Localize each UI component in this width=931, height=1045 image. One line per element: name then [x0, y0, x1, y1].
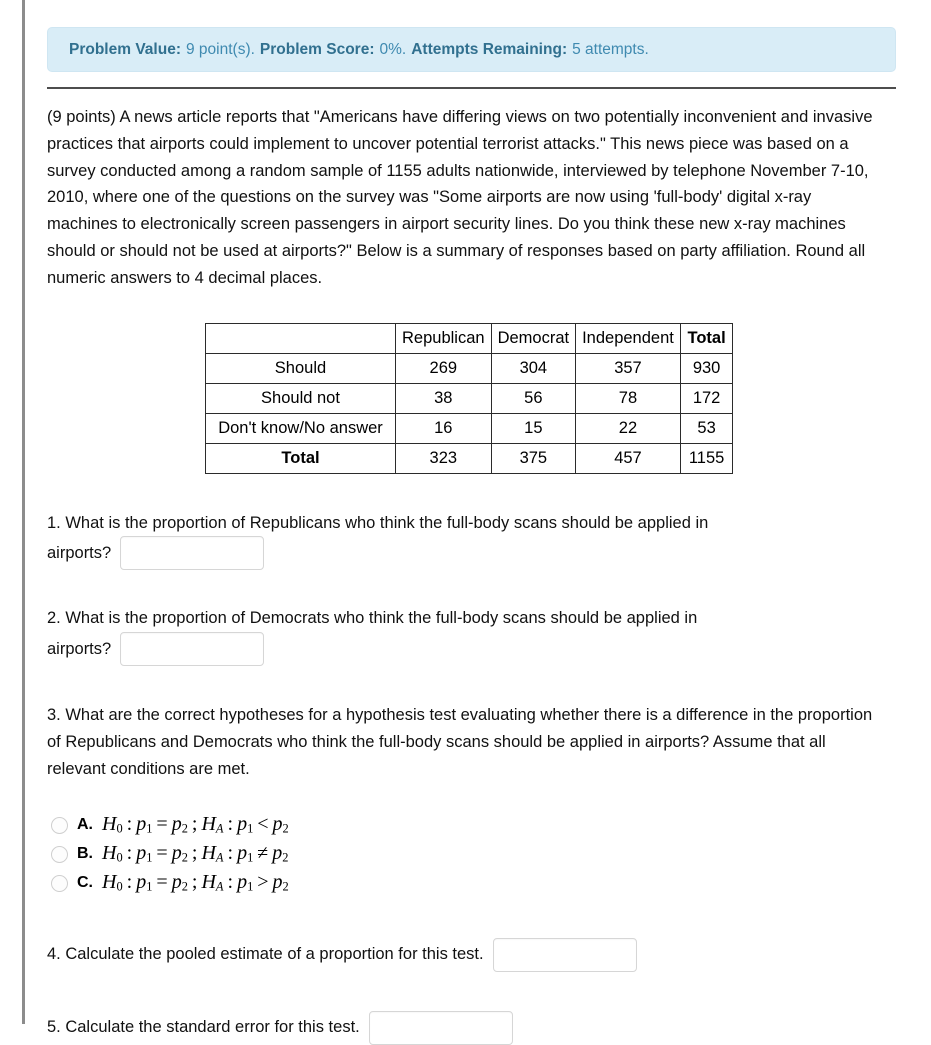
problem-status-banner: Problem Value : 9 point(s). Problem Score : 0%. Attempts Remaining : 5 attempts. — [47, 27, 896, 72]
choice-c-hypotheses: $H_0$ : $p_1 = p_2$ ; $H_A$ : $p_1 > p_2$ — [102, 871, 289, 894]
cell-shouldnot-total: 172 — [680, 383, 732, 413]
cell-dontknow-independent: 22 — [576, 413, 681, 443]
attempts-remaining-label: Attempts Remaining — [411, 40, 562, 58]
contingency-table — [205, 323, 733, 474]
choice-option-b[interactable] — [51, 840, 896, 869]
cell-should-independent: 357 — [576, 353, 681, 383]
column-header-independent: Independent — [576, 323, 681, 353]
cell-total-independent: 457 — [576, 443, 681, 473]
question-5 — [47, 1011, 896, 1045]
question-4-text: 4. Calculate the pooled estimate of a proportion for this test. — [47, 945, 484, 964]
problem-page — [47, 0, 896, 1045]
table-row — [206, 443, 733, 473]
column-header-democrat: Democrat — [491, 323, 576, 353]
column-header-total: Total — [680, 323, 732, 353]
row-label-should: Should — [206, 353, 396, 383]
cell-should-republican: 269 — [396, 353, 492, 383]
question-3-choice-group — [51, 811, 896, 898]
choice-b-hypotheses: $H_0$ : $p_1 = p_2$ ; $H_A$ : $p_1 \ne p_2$ — [102, 842, 289, 865]
table-row — [206, 413, 733, 443]
table-corner-cell — [206, 323, 396, 353]
cell-dontknow-republican: 16 — [396, 413, 492, 443]
cell-shouldnot-republican: 38 — [396, 383, 492, 413]
question-1-answer-input[interactable] — [120, 536, 264, 570]
contingency-table-container — [47, 323, 896, 474]
row-label-total: Total — [206, 443, 396, 473]
choice-letter-a: A. — [77, 816, 93, 834]
question-1-text-line1: 1. What is the proportion of Republicans who think the full-body scans should be applied in — [47, 513, 709, 532]
question-3-text: 3. What are the correct hypotheses for a hypothesis test evaluating whether there is a difference in the proportion of Republicans and Democrats who think the full-body scans should be applied in airports? Assume that all relevant conditions are met. — [47, 706, 873, 778]
problem-prompt: (9 points) A news article reports that "Americans have differing views on two potentially inconvenient and invasive practices that airports could implement to uncover potential terrorist attacks." This news piece was based on a survey conducted among a random sample of 1155 adults nationwide, interviewed by telephone November 7-10, 2010, where one of the questions on the survey was "Some airports are now using 'full-body' digital x-ray machines to electronically screen passengers in airport security lines. Do you think these new x-ray machines should or should not be used at airports?" Below is a summary of responses based on party affiliation. Round all numeric answers to 4 decimal places. — [47, 108, 873, 287]
radio-button-c-icon[interactable] — [51, 875, 68, 892]
problem-value: 9 point(s). — [186, 40, 255, 58]
cell-dontknow-total: 53 — [680, 413, 732, 443]
cell-total-democrat: 375 — [491, 443, 576, 473]
cell-should-total: 930 — [680, 353, 732, 383]
banner-divider — [47, 87, 896, 89]
question-2 — [47, 605, 837, 666]
row-label-should-not: Should not — [206, 383, 396, 413]
table-header-row — [206, 323, 733, 353]
row-label-dont-know: Don't know/No answer — [206, 413, 396, 443]
question-2-answer-input[interactable] — [120, 632, 264, 666]
question-2-text-line1: 2. What is the proportion of Democrats who think the full-body scans should be applied in — [47, 609, 698, 628]
problem-score: 0%. — [379, 40, 407, 58]
cell-dontknow-democrat: 15 — [491, 413, 576, 443]
choice-letter-c: C. — [77, 874, 93, 892]
cell-total-republican: 323 — [396, 443, 492, 473]
cell-shouldnot-democrat: 56 — [491, 383, 576, 413]
choice-option-c[interactable] — [51, 869, 896, 898]
choice-letter-b: B. — [77, 845, 93, 863]
question-1-text-line2: airports? — [47, 543, 112, 562]
choice-a-hypotheses: $H_0$ : $p_1 = p_2$ ; $H_A$ : $p_1 < p_2$ — [102, 813, 289, 836]
attempts-remaining-value: 5 attempts. — [572, 40, 649, 58]
left-margin-rule — [22, 0, 25, 1024]
choice-option-a[interactable] — [51, 811, 896, 840]
question-4 — [47, 938, 896, 972]
table-row — [206, 383, 733, 413]
cell-should-democrat: 304 — [491, 353, 576, 383]
question-4-answer-input[interactable] — [493, 938, 637, 972]
problem-value-label: Problem Value — [69, 40, 176, 58]
column-header-republican: Republican — [396, 323, 492, 353]
question-1 — [47, 510, 837, 571]
radio-button-b-icon[interactable] — [51, 846, 68, 863]
table-row — [206, 353, 733, 383]
question-5-text: 5. Calculate the standard error for this test. — [47, 1018, 360, 1037]
question-2-text-line2: airports? — [47, 639, 112, 658]
cell-total-total: 1155 — [680, 443, 732, 473]
radio-button-a-icon[interactable] — [51, 817, 68, 834]
problem-score-label: Problem Score — [259, 40, 370, 58]
question-3 — [47, 702, 883, 782]
cell-shouldnot-independent: 78 — [576, 383, 681, 413]
question-5-answer-input[interactable] — [369, 1011, 513, 1045]
